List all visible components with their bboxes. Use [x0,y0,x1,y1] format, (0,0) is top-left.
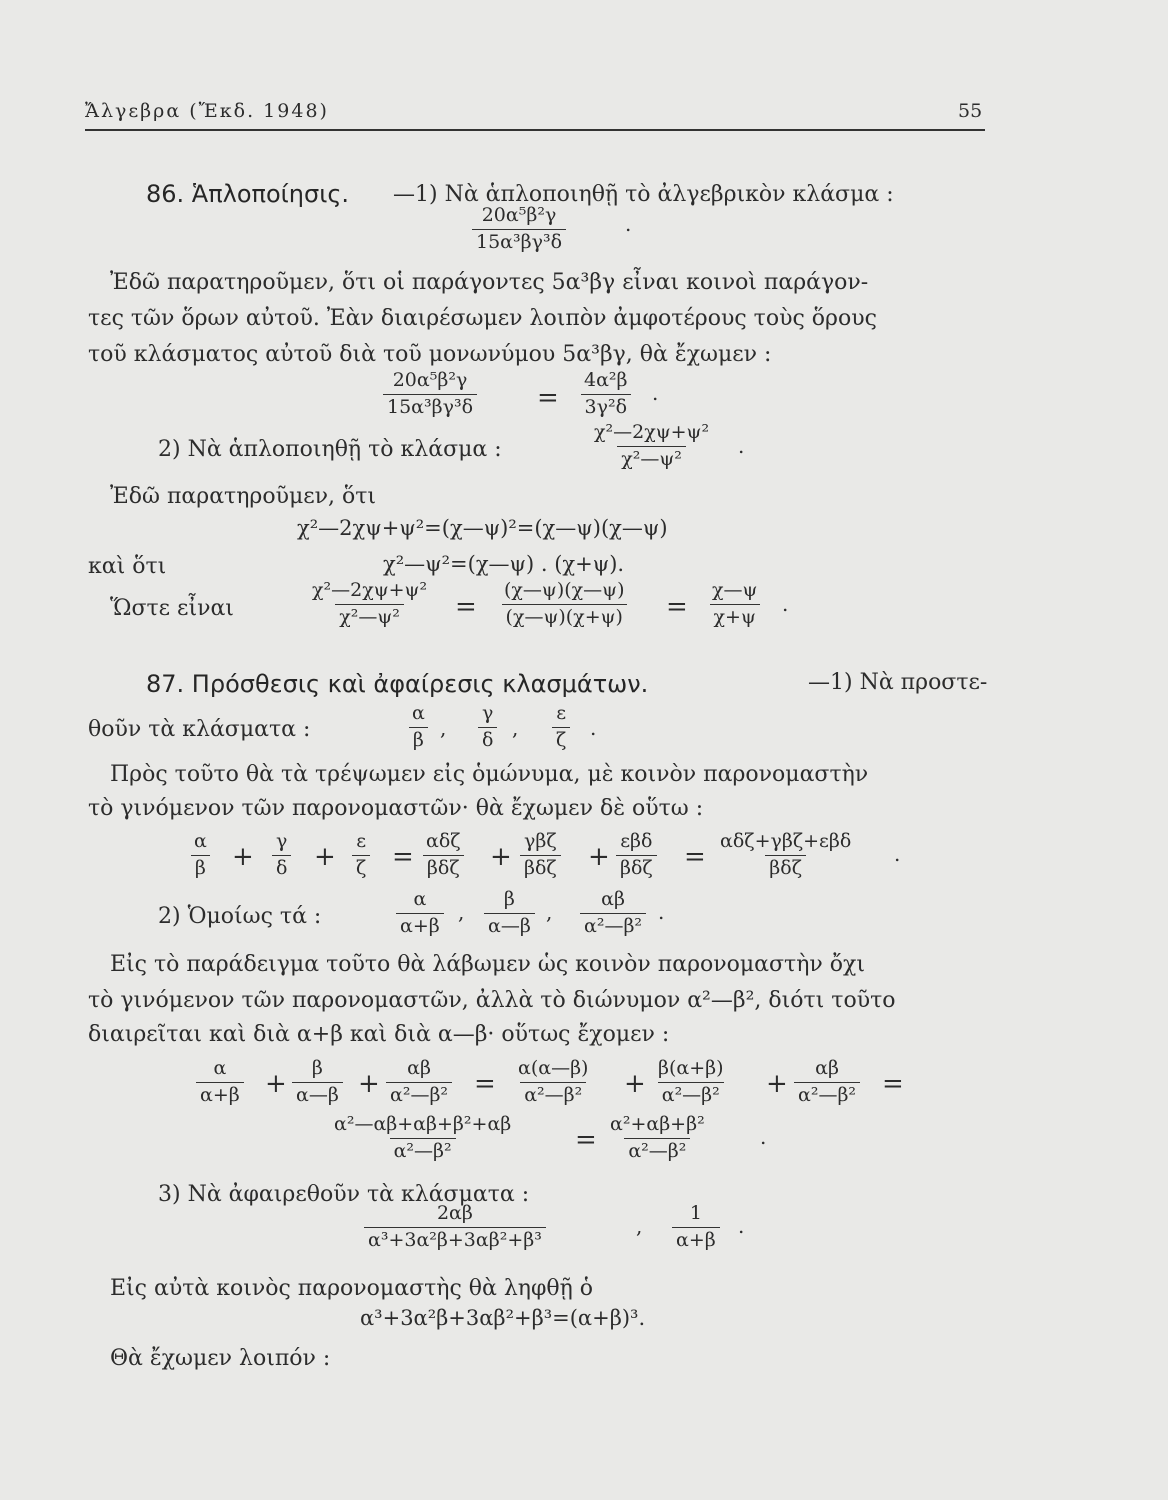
fraction-87-k8 [606,1114,709,1163]
denominator: α+β [396,913,444,938]
fraction-87-g6 [616,831,657,880]
comma: , [512,716,519,740]
fraction-87-g7 [716,831,855,880]
numerator: αδζ [426,830,461,852]
paragraph: τὸ γινόμενον τῶν παρονομαστῶν, ἀλλὰ τὸ διώνυμον α²—β², διότι τοῦτο [88,988,896,1013]
numerator: ε [556,702,567,724]
denominator: α²—β² [624,1138,690,1163]
fraction-86-4 [590,422,713,471]
paragraph: Ἐδῶ παρατηροῦμεν, ὅτι [110,484,377,509]
numerator: αβ [815,1057,839,1079]
numerator: αβ [407,1057,431,1079]
numerator: β(α+β) [658,1057,724,1079]
denominator: 15α³βγ³δ [472,229,566,254]
denominator: α+β [672,1227,720,1252]
paragraph: Εἰς τὸ παράδειγμα τοῦτο θὰ λάβωμεν ὡς κοινὸν παρονομαστὴν ὄχι [110,952,865,977]
equals-sign: = [537,383,559,413]
fraction-86-7 [708,580,761,629]
fraction-87-k3 [386,1058,452,1107]
numerator: (χ—ψ)(χ—ψ) [504,579,625,601]
comma: , [440,716,447,740]
numerator: χ²—2χψ+ψ² [312,579,428,601]
paragraph: 2) Νὰ ἁπλοποιηθῇ τὸ κλάσμα : [158,437,502,462]
period: . [652,381,659,405]
denominator: (χ—ψ)(χ+ψ) [502,604,627,629]
fraction-87-h3 [580,889,646,938]
denominator: δ [478,727,497,752]
denominator: α²—β² [794,1082,860,1107]
denominator: α²—β² [580,913,646,938]
fraction-87-g3 [352,831,370,880]
equals-sign: = [474,1069,496,1099]
numerator: γβζ [524,830,557,852]
section-86-intro: —1) Νὰ ἁπλοποιηθῇ τὸ ἀλγεβρικὸν κλάσμα : [393,182,894,207]
paragraph: Ὥστε εἶναι [110,596,234,621]
numerator: χ²—2χψ+ψ² [594,421,710,443]
numerator: α [213,1057,227,1079]
comma: , [546,900,553,924]
fraction-87-k7 [330,1114,515,1163]
numerator: αδζ+γβζ+εβδ [720,830,852,852]
paragraph: Εἰς αὐτὰ κοινὸς παρονομαστὴς θὰ ληφθῇ ὁ [110,1276,594,1301]
period: . [658,900,665,924]
period: . [782,592,789,616]
comma: , [636,1214,643,1238]
paragraph: Ἐδῶ παρατηροῦμεν, ὅτι οἱ παράγοντες 5α³βγ εἶναι κοινοὶ παράγον- [110,270,869,295]
fraction-87-k2 [292,1058,343,1107]
denominator: χ²—ψ² [335,604,404,629]
fraction-87-k1 [196,1058,244,1107]
paragraph: 3) Νὰ ἀφαιρεθοῦν τὰ κλάσματα : [158,1182,530,1207]
fraction-87-b [478,703,497,752]
denominator: βδζ [520,855,561,880]
denominator: α—β [292,1082,343,1107]
paragraph: τοῦ κλάσματος αὐτοῦ διὰ τοῦ μονωνύμου 5α³βγ, θὰ ἔχωμεν : [88,342,772,367]
numerator: ε [356,830,367,852]
numerator: 2αβ [436,1202,473,1224]
paragraph: 2) Ὁμοίως τά : [158,904,322,929]
equation: χ²—2χψ+ψ²=(χ—ψ)²=(χ—ψ)(χ—ψ) [297,516,668,540]
plus-sign: + [624,1069,646,1099]
denominator: α²—β² [658,1082,724,1107]
numerator: εβδ [620,830,653,852]
fraction-87-g1 [190,831,211,880]
comma: , [458,900,465,924]
paragraph: διαιρεῖται καὶ διὰ α+β καὶ διὰ α—β· οὕτως ἔχομεν : [88,1022,670,1047]
numerator: 1 [689,1202,702,1224]
denominator: χ+ψ [710,604,760,629]
numerator: 4α²β [584,369,628,391]
period: . [760,1125,767,1149]
running-title: Ἄλγεβρα (Ἔκδ. 1948) [85,100,329,122]
equals-sign: = [575,1125,597,1155]
period: . [894,842,901,866]
numerator: α(α—β) [518,1057,589,1079]
paragraph: Θὰ ἔχωμεν λοιπόν : [110,1346,331,1371]
numerator: α²+αβ+β² [610,1113,705,1135]
numerator: 20α⁵β²γ [392,369,468,391]
denominator: δ [272,855,291,880]
section-87-intro: —1) Νὰ προστε- [808,670,988,695]
fraction-86-5 [308,580,431,629]
period: . [738,434,745,458]
fraction-87-k6 [794,1058,860,1107]
fraction-87-g2 [272,831,291,880]
denominator: βδζ [616,855,657,880]
denominator: α²—β² [390,1138,456,1163]
numerator: α [194,830,207,852]
period: . [738,1214,745,1238]
equals-sign: = [392,842,414,872]
numerator: χ—ψ [712,579,758,601]
section-87-heading: 87. Πρόσθεσις καὶ ἀφαίρεσις κλασμάτων. [146,670,649,698]
numerator: 20α⁵β²γ [481,204,557,226]
header-rule [85,129,985,131]
period: . [590,716,597,740]
denominator: 15α³βγ³δ [383,394,477,419]
equation: χ²—ψ²=(χ—ψ) . (χ+ψ). [383,552,625,576]
paragraph: τες τῶν ὅρων αὐτοῦ. Ἐὰν διαιρέσωμεν λοιπὸν ἀμφοτέρους τοὺς ὅρους [88,306,877,331]
paragraph: θοῦν τὰ κλάσματα : [88,717,311,742]
fraction-87-g5 [520,831,561,880]
numerator: αβ [601,888,625,910]
paragraph: καὶ ὅτι [88,554,167,579]
numerator: γ [482,702,494,724]
plus-sign: + [265,1069,287,1099]
equation: α³+3α²β+3αβ²+β³=(α+β)³. [360,1306,646,1330]
fraction-86-6 [500,580,628,629]
numerator: α²—αβ+αβ+β²+αβ [334,1113,512,1135]
plus-sign: + [490,842,512,872]
fraction-87-m2 [672,1203,720,1252]
denominator: ζ [552,727,570,752]
denominator: α+β [196,1082,244,1107]
numerator: α [413,888,427,910]
fraction-87-h1 [396,889,444,938]
denominator: 3γ²δ [581,394,632,419]
page-number: 55 [958,100,983,122]
denominator: βδζ [423,855,464,880]
denominator: χ²—ψ² [617,446,686,471]
fraction-86-2 [383,370,477,419]
equals-sign: = [882,1069,904,1099]
equals-sign: = [455,592,477,622]
equals-sign: = [684,842,706,872]
plus-sign: + [588,842,610,872]
fraction-87-m1 [364,1203,546,1252]
denominator: α²—β² [386,1082,452,1107]
numerator: β [311,1057,323,1079]
fraction-87-c [552,703,570,752]
denominator: ζ [352,855,370,880]
numerator: γ [276,830,288,852]
plus-sign: + [232,842,254,872]
fraction-87-h2 [484,889,535,938]
denominator: β [409,727,428,752]
fraction-86-1 [472,205,566,254]
denominator: α—β [484,913,535,938]
denominator: α²—β² [520,1082,586,1107]
denominator: β [191,855,210,880]
fraction-87-k4 [514,1058,592,1107]
fraction-86-3 [580,370,632,419]
numerator: α [412,702,425,724]
plus-sign: + [358,1069,380,1099]
paragraph: τὸ γινόμενον τῶν παρονομαστῶν· θὰ ἔχωμεν δὲ οὕτω : [88,796,704,821]
denominator: βδζ [765,855,806,880]
period: . [625,212,632,236]
plus-sign: + [314,842,336,872]
fraction-87-a [408,703,429,752]
paragraph: Πρὸς τοῦτο θὰ τὰ τρέψωμεν εἰς ὁμώνυμα, μὲ κοινὸν παρονομαστὴν [110,762,869,787]
denominator: α³+3α²β+3αβ²+β³ [364,1227,546,1252]
numerator: β [503,888,515,910]
fraction-87-k5 [654,1058,728,1107]
equals-sign: = [666,592,688,622]
plus-sign: + [766,1069,788,1099]
section-86-heading: 86. Ἁπλοποίησις. [146,180,350,208]
fraction-87-g4 [422,831,465,880]
